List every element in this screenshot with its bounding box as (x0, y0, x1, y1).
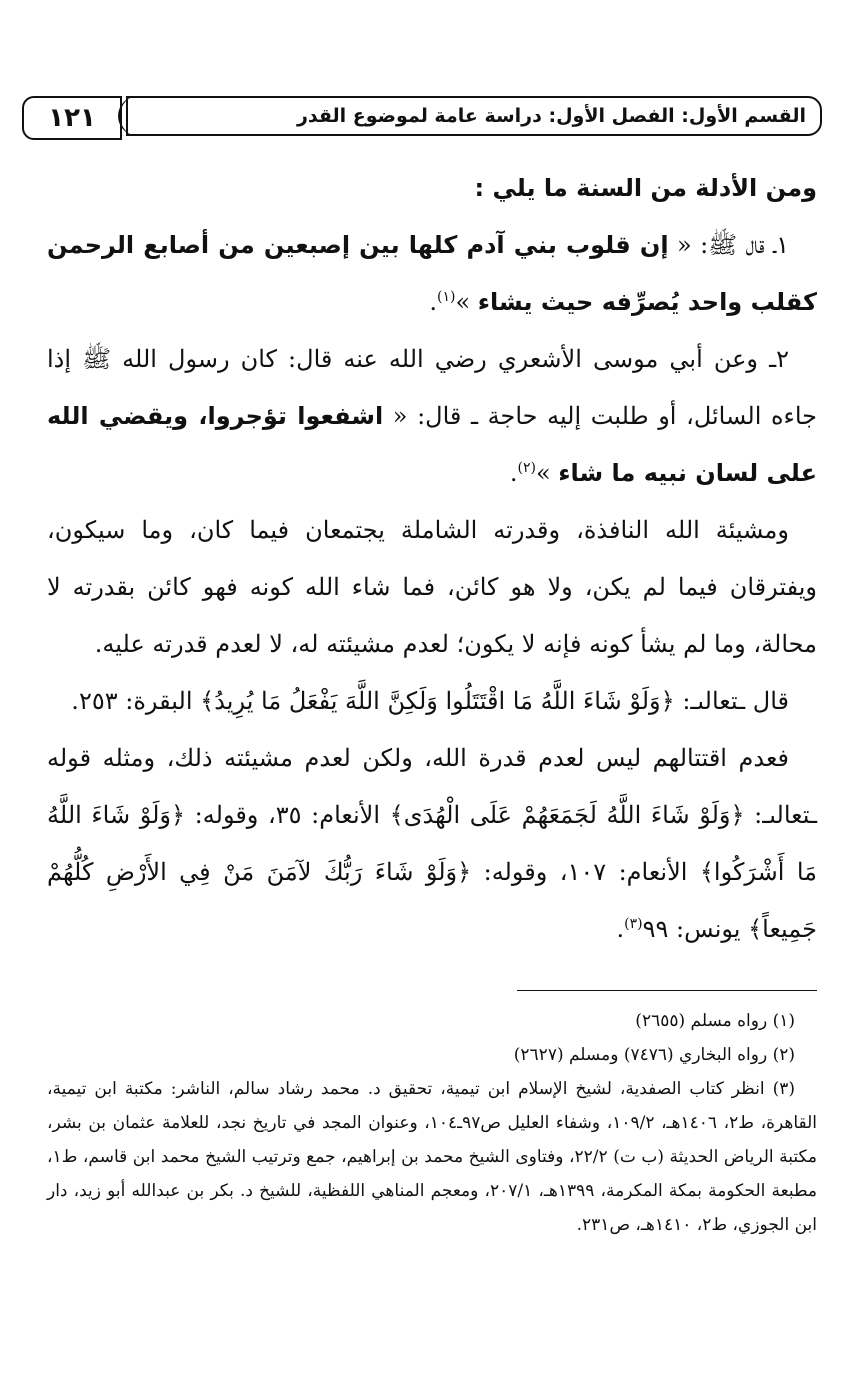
paragraph-2: قال ـتعالىـ: ﴿وَلَوْ شَاءَ اللَّهُ مَا اقْتَتَلُوا وَلَكِنَّ اللَّهَ يَفْعَلُ مَا يُرِيدُ﴾ البقرة: ٢٥٣. (71, 687, 789, 715)
footnote-ref-1: (١) (436, 289, 456, 305)
item1-start: ١ـ قال ﷺ: « (668, 231, 789, 259)
paragraph-1: ومشيئة الله النافذة، وقدرته الشاملة يجتمعان فيما كان، وما سيكون، ويفترقان فيما لم يكن، ولا هو كائن، فما شاء الله كونه فهو كائن بقدرته لا محالة، وما لم يشأ كونه فإنه لا يكون؛ لعدم مشيئته له، لا لعدم قدرته عليه. (47, 516, 817, 658)
page-number: ١٢١ (22, 96, 122, 140)
item1-end: » (455, 288, 478, 316)
main-text (47, 160, 817, 958)
paragraph-3-text: فعدم اقتتالهم ليس لعدم قدرة الله، ولكن لعدم مشيئته ذلك، ومثله قوله ـتعالىـ: ﴿وَلَوْ شَاءَ اللَّهُ لَجَمَعَهُمْ عَلَى الْهُدَى﴾ الأنعام: ٣٥، وقوله: ﴿وَلَوْ شَاءَ اللَّهُ مَا أَشْرَكُوا﴾ الأنعام: ١٠٧، وقوله: ﴿وَلَوْ شَاءَ رَبُّكَ لآمَنَ مَنْ فِي الأَرْضِ كُلُّهُمْ جَمِيعاً﴾ يونس: ٩٩ (47, 744, 818, 943)
paragraph-3: فعدم اقتتالهم ليس لعدم قدرة الله، ولكن لعدم مشيئته ذلك، ومثله قوله ـتعالىـ: ﴿وَلَوْ شَاءَ اللَّهُ لَجَمَعَهُمْ عَلَى الْهُدَى﴾ الأنعام: ٣٥، وقوله: ﴿وَلَوْ شَاءَ اللَّهُ مَا أَشْرَكُوا﴾ الأنعام: ١٠٧، وقوله: ﴿وَلَوْ شَاءَ رَبُّكَ لآمَنَ مَنْ فِي الأَرْضِ كُلُّهُمْ جَمِيعاً﴾ يونس: ٩٩$^{(٣)}$. (47, 744, 818, 943)
item2-start: ٢ـ وعن أبي موسى الأشعري رضي الله عنه قال: كان رسول الله ﷺ إذا جاءه السائل، أو طلبت إليه حاجة ـ قال: « (47, 345, 817, 430)
running-header (22, 92, 822, 144)
item2-end: » (535, 459, 559, 487)
running-title: القسم الأول: الفصل الأول: دراسة عامة لموضوع القدر (126, 96, 822, 136)
footnote-divider (517, 990, 817, 991)
footnote-ref-3: (٣) (624, 916, 643, 932)
item2-quote: اشفعوا تؤجروا، ويقضي الله على لسان نبيه ما شاء (47, 402, 817, 487)
section-intro: ومن الأدلة من السنة ما يلي : (474, 174, 817, 202)
item1-quote: إن قلوب بني آدم كلها بين إصبعين من أصابع الرحمن كقلب واحد يُصرِّفه حيث يشاء (47, 231, 817, 316)
footnote-3: (٣) انظر كتاب الصفدية، لشيخ الإسلام ابن تيمية، تحقيق د. محمد رشاد سالم، الناشر: مكتبة ابن تيمية، القاهرة، ط٢، ١٤٠٦هـ، ١٠٩/٢، وشفاء العليل ص٩٧ـ١٠٤، وعنوان المجد في تاريخ نجد، للعلامة عثمان بن بشر، مكتبة الرياض الحديثة (ب ت) ٢٢/٢، وفتاوى الشيخ محمد بن إبراهيم، جمع وترتيب الشيخ محمد ابن قاسم، ط١، مطبعة الحكومة بمكة المكرمة، ١٣٩٩هـ، ٢٠٧/١، ومعجم المناهي اللفظية، للشيخ د. بكر بن عبدالله أبو زيد، دار ابن الجوزي، ط٢، ١٤١٠هـ، ص٢٣١. (47, 1079, 818, 1235)
footnotes (47, 1004, 817, 1242)
hadith-item-2: ٢ـ وعن أبي موسى الأشعري رضي الله عنه قال: كان رسول الله ﷺ إذا جاءه السائل، أو طلبت إليه حاجة ـ قال: « اشفعوا تؤجروا، ويقضي الله على لسان نبيه ما شاء »$^{(٢)}$. (47, 345, 817, 487)
footnote-1: (١) رواه مسلم (٢٦٥٥) (635, 1011, 795, 1031)
footnote-2: (٢) رواه البخاري (٧٤٧٦) ومسلم (٢٦٢٧) (513, 1045, 795, 1065)
hadith-item-1: ١ـ قال ﷺ: « إن قلوب بني آدم كلها بين إصبعين من أصابع الرحمن كقلب واحد يُصرِّفه حيث يشاء »$^{(١)}$. (47, 231, 817, 316)
footnote-ref-2: (٢) (517, 460, 536, 476)
